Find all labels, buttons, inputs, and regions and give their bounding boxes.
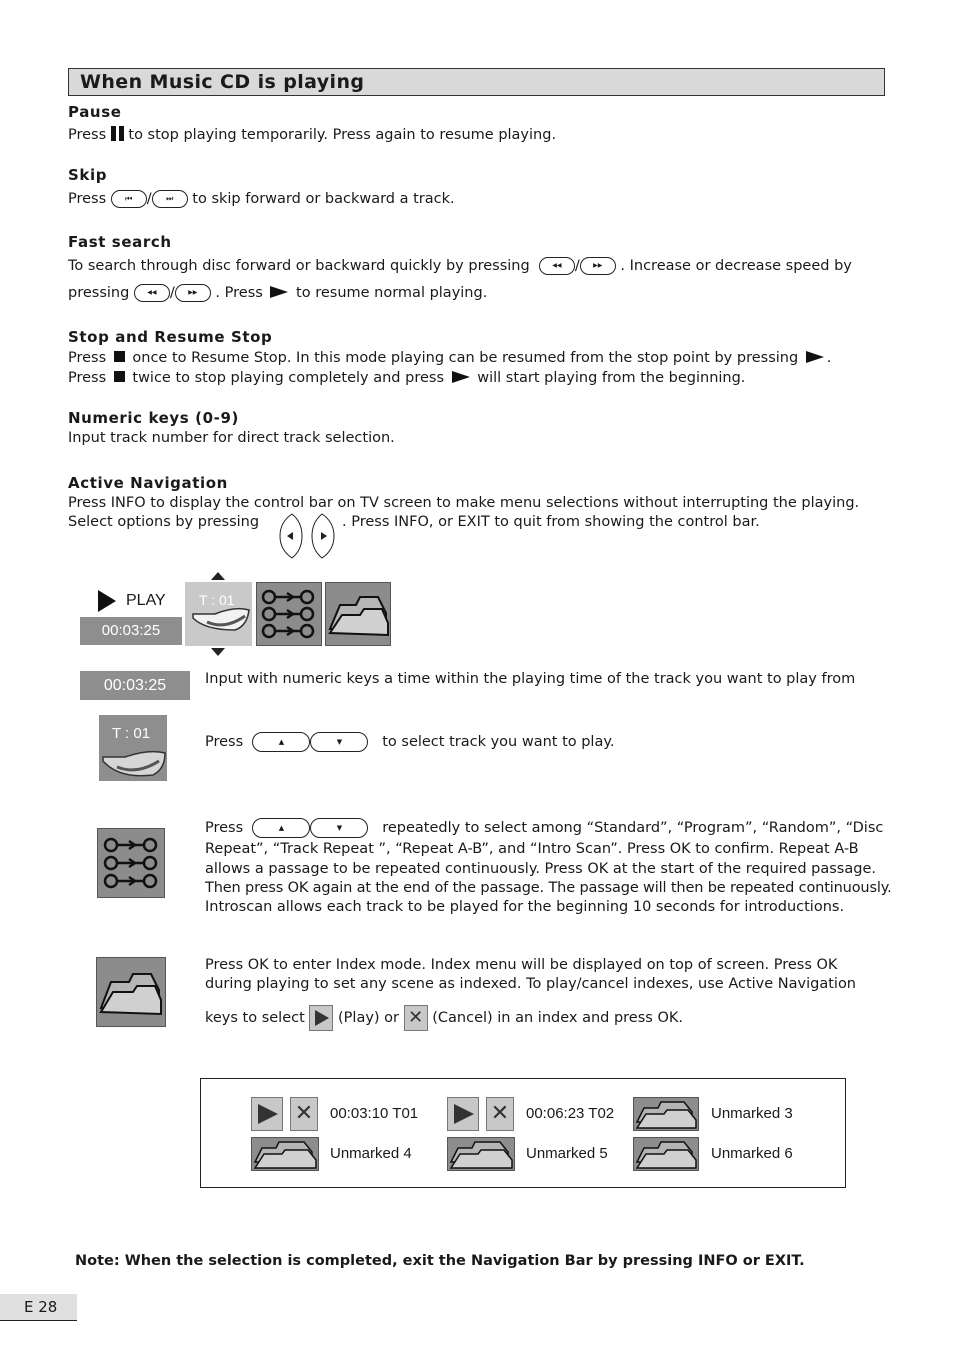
skip-heading: Skip — [68, 166, 108, 184]
up-arrow-icon — [252, 818, 310, 838]
time-box: 00:03:25 — [80, 671, 190, 700]
track-selector[interactable] — [185, 582, 252, 646]
play-label: PLAY — [126, 592, 166, 609]
track-box: T : 01 — [99, 715, 167, 781]
stop-icon — [114, 371, 125, 382]
page-number-box — [0, 1294, 77, 1321]
index-folder-icon[interactable] — [633, 1097, 699, 1131]
play-icon — [270, 286, 288, 298]
index-entry-6[interactable]: Unmarked 6 — [711, 1145, 793, 1162]
index-entry-4[interactable]: Unmarked 4 — [330, 1145, 412, 1162]
stop-heading: Stop and Resume Stop — [68, 328, 273, 346]
page-title: When Music CD is playing — [80, 71, 365, 93]
down-arrow-icon — [310, 732, 368, 752]
index-cancel-button[interactable]: ✕ — [290, 1097, 318, 1131]
time-display[interactable]: 00:03:25 — [80, 617, 182, 645]
skip-next-icon — [152, 190, 188, 208]
index-line3: keys to select (Play) or ✕ (Cancel) in an index and press OK. — [205, 1005, 683, 1031]
index-entry-5[interactable]: Unmarked 5 — [526, 1145, 608, 1162]
index-entry-3[interactable]: Unmarked 3 — [711, 1105, 793, 1122]
repeat-line3: allows a passage to be repeated continuously. Press OK at the start of the required passage. — [205, 861, 876, 877]
rewind-icon — [539, 257, 575, 275]
index-line1: Press OK to enter Index mode. Index menu will be displayed on top of screen. Press OK — [205, 957, 838, 973]
fast-forward-icon — [580, 257, 616, 275]
active-nav-line2-after: . Press INFO, or EXIT to quit from showing the control bar. — [342, 514, 760, 530]
index-play-button[interactable] — [447, 1097, 479, 1131]
cancel-icon: ✕ — [404, 1005, 428, 1031]
index-entry-2[interactable]: 00:06:23 T02 — [526, 1105, 615, 1122]
down-arrow-icon — [211, 648, 225, 656]
index-cancel-button[interactable]: ✕ — [486, 1097, 514, 1131]
play-icon — [452, 371, 470, 383]
index-folder-icon[interactable] — [447, 1137, 515, 1171]
page-number: E 28 — [24, 1298, 58, 1316]
stop-icon — [114, 351, 125, 362]
repeat-icon — [98, 829, 164, 897]
pause-heading: Pause — [68, 103, 122, 121]
repeat-icon — [257, 583, 321, 645]
skip-prev-icon — [111, 190, 147, 208]
repeat-line5: Introscan allows each track to be played for the beginning 10 seconds for introductions. — [205, 899, 845, 915]
stop-line1: Press once to Resume Stop. In this mode playing can be resumed from the stop point by pressing . — [68, 350, 832, 366]
numeric-text: Input track number for direct track selection. — [68, 430, 395, 446]
stop-line2: Press twice to stop playing completely and press will start playing from the beginning. — [68, 370, 746, 386]
repeat-box — [97, 828, 165, 898]
index-button[interactable] — [325, 582, 391, 646]
fast-search-heading: Fast search — [68, 233, 172, 251]
pause-icon — [111, 126, 124, 141]
fast-search-line2: pressing ◀◀ /▶▶ . Press to resume normal playing. — [68, 284, 487, 303]
repeat-mode-button[interactable] — [256, 582, 322, 646]
index-folder-icon — [97, 958, 165, 1026]
index-play-button[interactable] — [251, 1097, 283, 1131]
rewind-icon — [134, 284, 170, 302]
repeat-line4: Then press OK again at the end of the passage. The passage will then be repeated continuously. — [205, 880, 892, 896]
time-description: Input with numeric keys a time within the playing time of the track you want to play from — [205, 671, 856, 687]
left-right-arrow-icon — [278, 512, 338, 560]
repeat-line2: Repeat”, “Track Repeat ”, “Repeat A-B”, and “Intro Scan”. Press OK to confirm. Repeat A-B — [205, 841, 859, 857]
index-menu — [200, 1078, 846, 1188]
control-bar-play-panel — [80, 582, 182, 646]
index-folder-icon[interactable] — [251, 1137, 319, 1171]
up-arrow-icon — [252, 732, 310, 752]
index-box — [96, 957, 166, 1027]
fast-forward-icon — [175, 284, 211, 302]
index-folder-icon[interactable] — [633, 1137, 699, 1171]
play-icon — [98, 590, 116, 612]
down-arrow-icon — [310, 818, 368, 838]
index-line2: during playing to set any scene as indexed. To play/cancel indexes, use Active Navigation — [205, 976, 856, 992]
play-icon — [309, 1005, 333, 1031]
active-nav-line1: Press INFO to display the control bar on TV screen to make menu selections without interrupting the playing. — [68, 495, 860, 511]
numeric-heading: Numeric keys (0-9) — [68, 409, 239, 427]
track-description: Press ▲▼ to select track you want to play. — [205, 732, 614, 752]
skip-text: Press ⏮ /⏭ to skip forward or backward a track. — [68, 190, 455, 209]
note-text: Note: When the selection is completed, exit the Navigation Bar by pressing INFO or EXIT. — [75, 1253, 805, 1269]
index-folder-icon — [326, 583, 390, 645]
track-label: T : 01 — [199, 592, 235, 608]
active-nav-line2-before: Select options by pressing — [68, 514, 260, 530]
up-arrow-icon — [211, 572, 225, 580]
section-title-bar — [68, 68, 885, 96]
fast-search-line1: To search through disc forward or backward quickly by pressing ◀◀ /▶▶ . Increase or decrease speed by — [68, 257, 852, 276]
index-entry-1[interactable]: 00:03:10 T01 — [330, 1105, 419, 1122]
pause-text: Press to stop playing temporarily. Press again to resume playing. — [68, 127, 557, 143]
repeat-line1: Press ▲▼ repeatedly to select among “Standard”, “Program”, “Random”, “Disc — [205, 818, 883, 838]
active-nav-heading: Active Navigation — [68, 474, 228, 492]
play-icon — [806, 351, 824, 363]
